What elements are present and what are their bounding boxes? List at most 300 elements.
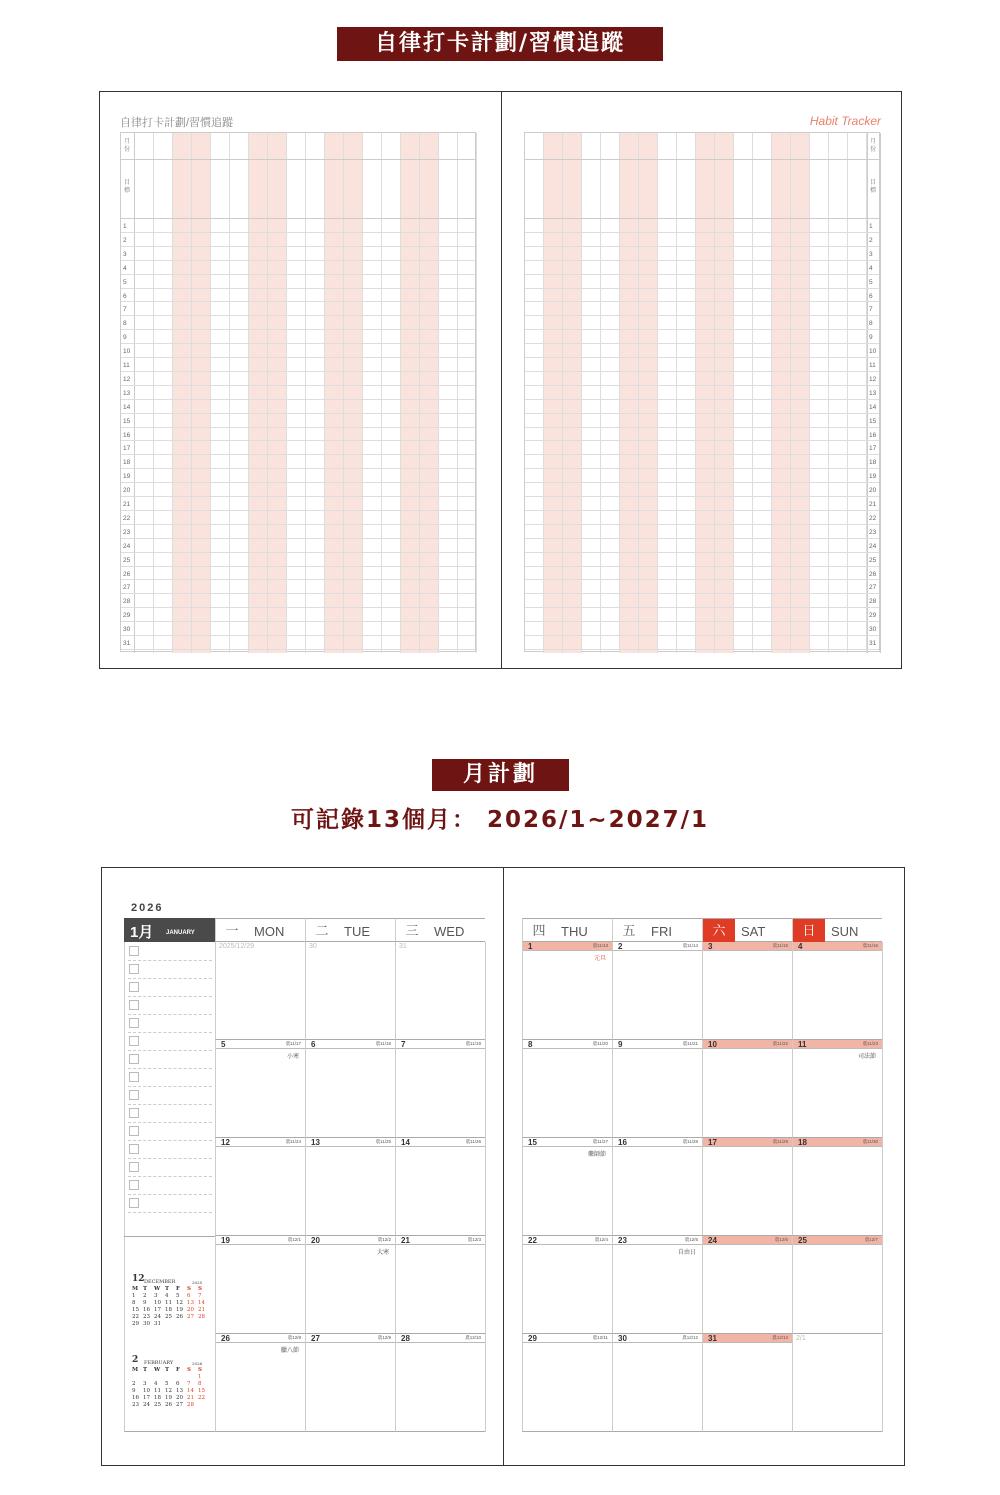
lunar-date: 農11/25 (375, 1139, 391, 1144)
mini-cal-header (132, 1276, 212, 1285)
lunar-date: 農11/28 (682, 1139, 698, 1144)
lunar-date: 農12/11 (592, 1335, 608, 1340)
row-line (525, 371, 879, 372)
row-line (121, 635, 475, 636)
lunar-date: 農11/23 (862, 1041, 878, 1046)
day-cell (215, 1334, 305, 1432)
weekday-cn: 五 (622, 923, 636, 938)
habit-column (601, 133, 620, 653)
mini-cal-day: 10 (154, 1300, 161, 1306)
mini-cal-day: 8 (198, 1381, 202, 1387)
todo-line (128, 1104, 212, 1105)
row-number: 7 (123, 306, 127, 314)
row-number: 14 (869, 403, 877, 411)
left-edge-line (485, 942, 486, 1432)
row-number: 4 (869, 264, 873, 272)
weekday-en: FRI (651, 924, 672, 939)
row-line (121, 315, 475, 316)
todo-checkbox[interactable] (129, 1126, 139, 1136)
monthly-plan-spread (101, 867, 905, 1466)
row-line (525, 288, 879, 289)
row-line (121, 385, 475, 386)
mini-cal-day: 18 (154, 1395, 161, 1401)
row-number: 27 (123, 584, 131, 592)
lunar-date: 農11/13 (592, 943, 608, 948)
mini-cal-day: 3 (143, 1381, 147, 1387)
lunar-date: 農11/18 (375, 1041, 391, 1046)
row-line (121, 413, 475, 414)
day-number: 25 (798, 1236, 807, 1245)
row-number: 29 (123, 612, 131, 620)
habit-column (829, 133, 848, 653)
row-line (121, 427, 475, 428)
mini-cal-day: 7 (187, 1381, 191, 1387)
row-number: 16 (869, 431, 877, 439)
mini-cal-week (132, 1293, 212, 1300)
day-cell (612, 1334, 702, 1432)
mini-cal-day: 31 (154, 1321, 161, 1327)
habit-column (344, 133, 363, 653)
habit-column (211, 133, 230, 653)
habit-column (230, 133, 249, 653)
mini-cal-day: 1 (198, 1374, 202, 1380)
todo-line (128, 1122, 212, 1123)
habit-column (439, 133, 458, 653)
todo-checkbox[interactable] (129, 1144, 139, 1154)
monthly-plan-subtitle: 可記錄13個月： 2026/1~2027/1 (290, 807, 710, 833)
row-line (121, 468, 475, 469)
row-number: 1 (869, 223, 873, 230)
day-cell (215, 942, 305, 1040)
row-number: 24 (123, 542, 131, 550)
row-number: 6 (869, 292, 873, 300)
row-line (525, 329, 879, 330)
mini-cal-dow: T (143, 1286, 148, 1292)
row-number: 19 (123, 473, 131, 481)
weekday-header-fri (612, 918, 702, 942)
todo-checkbox[interactable] (129, 1036, 139, 1046)
row-line (525, 357, 879, 358)
weekday-header-wed (395, 918, 485, 942)
row-line (525, 635, 879, 636)
mini-cal-day: 16 (143, 1307, 150, 1313)
todo-checkbox[interactable] (129, 1072, 139, 1082)
row-line (525, 607, 879, 608)
mini-cal-day: 29 (132, 1321, 139, 1327)
day-cell (305, 1138, 395, 1236)
mini-cal-day: 20 (187, 1307, 194, 1313)
row-number: 4 (123, 264, 127, 272)
lunar-date: 農12/5 (684, 1237, 698, 1242)
habit-column (401, 133, 420, 653)
habit-column (753, 133, 772, 653)
day-number: 24 (708, 1236, 717, 1245)
weekday-en: SAT (741, 924, 766, 939)
goal-row-divider (525, 218, 879, 219)
habit-column (563, 133, 582, 653)
mini-cal-day: 14 (187, 1388, 194, 1394)
row-number: 13 (869, 389, 877, 397)
row-number: 6 (123, 292, 127, 300)
row-line (525, 621, 879, 622)
mini-cal-day: 26 (176, 1314, 183, 1320)
weekday-cn: 六 (703, 919, 735, 942)
day-cell (612, 1236, 702, 1334)
habit-column (810, 133, 829, 653)
row-line (121, 301, 475, 302)
mini-cal-day: 2 (143, 1293, 147, 1299)
mini-cal-week (132, 1321, 212, 1328)
todo-line (128, 978, 212, 979)
todo-checkbox[interactable] (129, 1054, 139, 1064)
adjacent-month-date: 31 (399, 943, 407, 950)
lunar-date: 農12/10 (465, 1335, 481, 1340)
weekday-en: THU (561, 924, 588, 939)
habit-column (135, 133, 154, 653)
row-number: 21 (869, 501, 877, 508)
row-line (525, 524, 879, 525)
todo-line (128, 1212, 212, 1213)
row-line (121, 566, 475, 567)
mini-calendar-december (132, 1276, 212, 1328)
day-cell (215, 1236, 305, 1334)
row-number: 14 (123, 403, 131, 411)
day-cell (522, 1236, 612, 1334)
year-label: 2026 (131, 902, 164, 914)
row-number: 25 (869, 556, 877, 564)
day-cell (792, 942, 882, 1040)
mini-cal-day: 13 (187, 1300, 194, 1306)
mini-cal-dow: S (187, 1367, 191, 1373)
habit-column (772, 133, 791, 653)
row-line (121, 371, 475, 372)
month-row-divider (121, 159, 475, 160)
mini-cal-day: 20 (176, 1395, 183, 1401)
day-number: 9 (618, 1040, 623, 1049)
row-number: 25 (123, 556, 131, 564)
mini-cal-week (132, 1381, 212, 1388)
habit-column (249, 133, 268, 653)
habit-column (848, 133, 867, 653)
weekday-cn: 二 (315, 923, 329, 938)
lunar-date: 農12/1 (287, 1237, 301, 1242)
day-cell (792, 1236, 882, 1334)
mini-cal-day: 27 (176, 1402, 183, 1408)
holiday-label: 臘八節 (280, 1348, 299, 1354)
habit-column (173, 133, 192, 653)
mini-cal-day: 11 (154, 1388, 161, 1394)
weekday-header-sat (702, 918, 792, 942)
mini-cal-day: 5 (176, 1293, 180, 1299)
goal-row-divider (121, 218, 475, 219)
row-number: 10 (869, 348, 877, 356)
habit-column (791, 133, 810, 653)
row-number: 22 (869, 514, 877, 522)
mini-cal-day: 23 (143, 1314, 150, 1320)
weekday-en: WED (434, 924, 465, 939)
habit-column (696, 133, 715, 653)
day-cell (215, 1138, 305, 1236)
mini-cal-day: 23 (132, 1402, 139, 1408)
row-number: 10 (123, 348, 131, 356)
mini-cal-day: 14 (198, 1300, 205, 1306)
habit-column (525, 133, 544, 653)
row-number: 12 (123, 375, 131, 383)
day-cell (702, 942, 792, 1040)
lunar-date: 農11/26 (465, 1139, 481, 1144)
row-line (121, 538, 475, 539)
mini-cal-day: 25 (154, 1402, 161, 1408)
row-number: 30 (869, 626, 877, 634)
day-cell (395, 1236, 485, 1334)
mini-cal-day: 13 (176, 1388, 183, 1394)
mini-cal-day: 6 (187, 1293, 191, 1299)
row-line (525, 579, 879, 580)
day-cell (522, 1040, 612, 1138)
day-cell (395, 1040, 485, 1138)
day-cell (395, 1138, 485, 1236)
day-cell (792, 1138, 882, 1236)
mini-cal-month-num: 12 (132, 1274, 145, 1284)
lunar-date: 農11/16 (862, 943, 878, 948)
todo-line (128, 996, 212, 997)
mini-cal-day: 5 (165, 1381, 169, 1387)
todo-line (128, 1086, 212, 1087)
row-number: 23 (869, 528, 877, 536)
day-number: 4 (798, 942, 803, 951)
mini-cal-dow: S (198, 1286, 202, 1292)
habit-column (192, 133, 211, 653)
lunar-date: 農11/15 (772, 943, 788, 948)
day-number: 18 (798, 1138, 807, 1147)
row-line (525, 454, 879, 455)
lunar-date: 農12/13 (772, 1335, 788, 1340)
mini-cal-dow: S (187, 1286, 191, 1292)
row-number: 15 (869, 417, 877, 425)
habit-column (154, 133, 173, 653)
weekday-header-thu (522, 918, 612, 942)
mini-cal-day: 8 (132, 1300, 136, 1306)
row-line (525, 496, 879, 497)
mini-cal-day: 4 (154, 1381, 158, 1387)
row-number: 26 (123, 570, 131, 578)
habit-tracker-banner: 自律打卡計劃/習慣追蹤 (337, 27, 663, 61)
holiday-label: 司法節 (857, 1054, 876, 1060)
lunar-date: 農12/8 (287, 1335, 301, 1340)
mini-cal-day: 22 (132, 1314, 139, 1320)
row-number: 28 (123, 598, 131, 606)
row-line (525, 232, 879, 233)
weekday-cn: 一 (225, 923, 239, 938)
row-line (121, 260, 475, 261)
row-line (525, 385, 879, 386)
row-line (525, 246, 879, 247)
row-number: 18 (869, 459, 877, 467)
mini-cal-week (132, 1402, 212, 1409)
habit-grid-left (120, 132, 476, 652)
row-number: 8 (123, 320, 127, 328)
row-number: 31 (123, 640, 131, 647)
day-number: 11 (798, 1040, 807, 1049)
day-cell (305, 1040, 395, 1138)
day-number: 2 (618, 942, 623, 951)
row-number: 23 (123, 528, 131, 536)
row-line (525, 593, 879, 594)
mini-calendar-february (132, 1357, 212, 1409)
day-cell (792, 1334, 882, 1432)
weekday-header-sun (792, 918, 882, 942)
right-edge-line (882, 942, 883, 1432)
row-line (121, 454, 475, 455)
row-line (525, 482, 879, 483)
todo-checkbox[interactable] (129, 1018, 139, 1028)
mini-cal-day: 7 (198, 1293, 202, 1299)
weekday-header-mon (215, 918, 305, 942)
row-number: 17 (869, 445, 877, 453)
holiday-label: 自由日 (677, 1250, 696, 1256)
weekday-cn: 日 (793, 919, 825, 942)
todo-checkbox[interactable] (129, 982, 139, 992)
row-line (121, 399, 475, 400)
row-line (525, 343, 879, 344)
mini-cal-header (132, 1357, 212, 1366)
mini-cal-day: 25 (165, 1314, 172, 1320)
weekday-cn: 四 (532, 923, 546, 938)
row-number: 31 (869, 640, 877, 647)
day-number: 7 (401, 1040, 406, 1049)
weekday-en: SUN (831, 924, 859, 939)
day-number: 14 (401, 1138, 410, 1147)
goal-label: 目標 (870, 180, 877, 194)
day-cell (792, 1040, 882, 1138)
day-cell (612, 942, 702, 1040)
row-number: 20 (869, 487, 877, 495)
row-number: 28 (869, 598, 877, 606)
lunar-date: 農12/12 (682, 1335, 698, 1340)
left-page-title: 自律打卡計劃/習慣追蹤 (120, 117, 234, 129)
day-number: 23 (618, 1236, 627, 1245)
row-number: 8 (869, 320, 873, 328)
mini-cal-day: 10 (143, 1388, 150, 1394)
mini-cal-dow: T (143, 1367, 148, 1373)
mini-cal-day: 15 (198, 1388, 205, 1394)
row-line (525, 552, 879, 553)
mini-cal-week (132, 1307, 212, 1314)
todo-line (128, 1176, 212, 1177)
habit-column (363, 133, 382, 653)
day-number: 3 (708, 942, 713, 951)
row-number: 30 (123, 626, 131, 634)
day-cell (305, 942, 395, 1040)
right-page-title: Habit Tracker (809, 114, 881, 128)
row-number: 24 (869, 542, 877, 550)
todo-checkbox[interactable] (129, 1108, 139, 1118)
todo-checkbox[interactable] (129, 964, 139, 974)
row-number: 15 (123, 417, 131, 425)
todo-checkbox[interactable] (129, 1180, 139, 1190)
row-line (121, 482, 475, 483)
mini-cal-day: 4 (165, 1293, 169, 1299)
habit-column (420, 133, 439, 653)
habit-column (582, 133, 601, 653)
habit-column (677, 133, 696, 653)
day-cell (522, 942, 612, 1040)
row-line (121, 593, 475, 594)
mini-cal-day: 12 (176, 1300, 183, 1306)
mini-cal-day: 24 (154, 1314, 161, 1320)
row-line (525, 649, 879, 650)
mini-cal-day: 17 (154, 1307, 161, 1313)
lunar-date: 農11/22 (772, 1041, 788, 1046)
month-row-divider (525, 159, 879, 160)
mini-cal-week (132, 1388, 212, 1395)
row-line (121, 649, 475, 650)
day-number: 1 (528, 942, 533, 951)
day-cell (612, 1040, 702, 1138)
row-number: 27 (869, 584, 877, 592)
mini-cal-dow: W (154, 1367, 161, 1373)
mini-cal-year: 2026 (192, 1361, 203, 1366)
day-number: 26 (221, 1334, 230, 1343)
row-number: 1 (123, 223, 127, 230)
lunar-date: 農12/9 (377, 1335, 391, 1340)
day-number: 27 (311, 1334, 320, 1343)
mini-cal-day: 19 (176, 1307, 183, 1313)
lunar-date: 農12/4 (594, 1237, 608, 1242)
mini-cal-month-num: 2 (132, 1355, 139, 1365)
habit-column (544, 133, 563, 653)
lunar-date: 農11/29 (772, 1139, 788, 1144)
mini-cal-dow-row (132, 1367, 212, 1374)
todo-checkbox[interactable] (129, 1000, 139, 1010)
todo-checkbox[interactable] (129, 1090, 139, 1100)
day-number: 29 (528, 1334, 537, 1343)
todo-checkbox[interactable] (129, 1198, 139, 1208)
todo-checkbox[interactable] (129, 1162, 139, 1172)
row-line (121, 357, 475, 358)
habit-column (382, 133, 401, 653)
row-line (121, 552, 475, 553)
day-cell (702, 1040, 792, 1138)
mini-cal-day: 1 (132, 1293, 136, 1299)
day-number: 30 (618, 1334, 627, 1343)
day-cell (702, 1334, 792, 1432)
adjacent-month-date: 2/1 (796, 1335, 806, 1342)
holiday-label: 大寒 (376, 1250, 389, 1256)
mini-cal-dow: F (176, 1367, 180, 1373)
notes-divider (124, 1236, 215, 1237)
mini-cal-day: 21 (198, 1307, 205, 1313)
habit-grid-right (524, 132, 880, 652)
habit-column (715, 133, 734, 653)
todo-checkbox[interactable] (129, 946, 139, 956)
todo-line (128, 1068, 212, 1069)
row-line (525, 427, 879, 428)
day-number: 8 (528, 1040, 533, 1049)
day-cell (612, 1138, 702, 1236)
lunar-date: 農12/2 (377, 1237, 391, 1242)
todo-line (128, 1014, 212, 1015)
row-line (121, 288, 475, 289)
mini-cal-day: 30 (143, 1321, 150, 1327)
mini-cal-day: 18 (165, 1307, 172, 1313)
row-line (121, 579, 475, 580)
mini-cal-day: 16 (132, 1395, 139, 1401)
mini-cal-day: 22 (198, 1395, 205, 1401)
mini-cal-day: 9 (143, 1300, 147, 1306)
row-line (121, 496, 475, 497)
day-number: 5 (221, 1040, 226, 1049)
